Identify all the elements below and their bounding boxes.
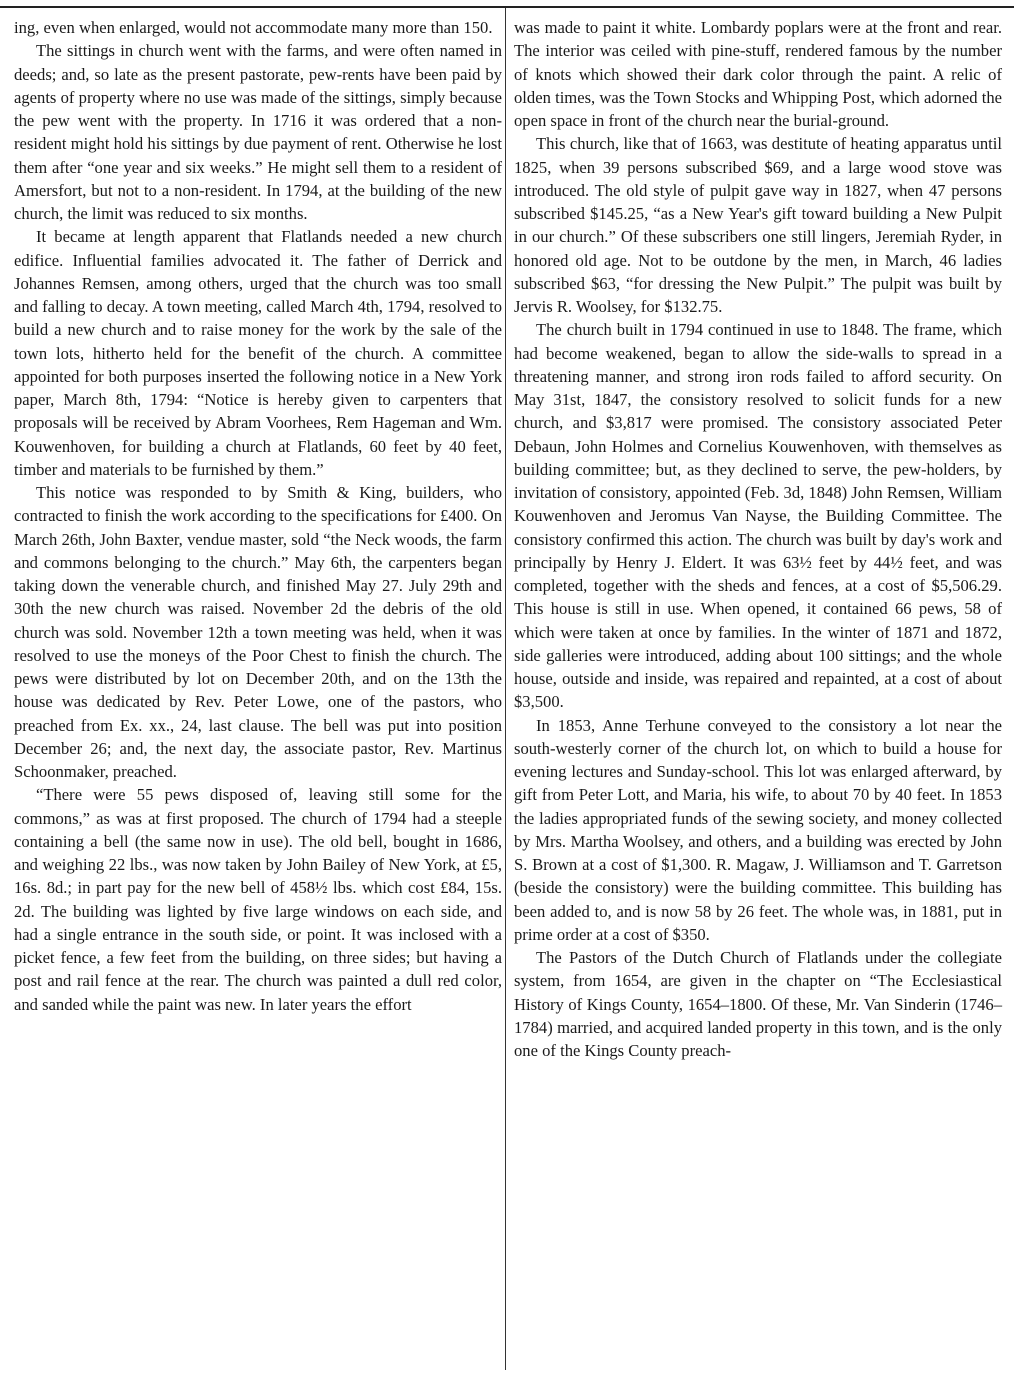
- paragraph: ing, even when enlarged, would not accommodate many more than 150.: [14, 18, 493, 37]
- column-divider: [505, 8, 506, 1370]
- right-column: [514, 16, 1002, 1062]
- paragraph: The sittings in church went with the farms, and were often named in deeds; and, so late as the present pastorate, pew-rents have been paid by agents of property where no use was made of the sittings, simply because the pew went with the property. In 1716 it was ordered that a non-resident might hold his sittings by due payment of rent. Otherwise he lost them after “one year and six weeks.” He might sell them to a resident of Amersfort, but not to a non-resident. In 1794, at the building of the new church, the limit was reduced to six months.: [14, 41, 502, 223]
- paragraph: It became at length apparent that Flatlands needed a new church edifice. Influential families advocated it. The father of Derrick and Johannes Remsen, among others, urged that the church was too small and falling to decay. A town meeting, called March 4th, 1794, resolved to build a new church and to raise money for the work by the sale of the town lots, hitherto held for the benefit of the church. A committee appointed for both purposes inserted the following notice in a New York paper, March 8th, 1794: “Notice is hereby given to carpenters that proposals will be received by Abram Voorhees, Rem Hageman and Wm. Kouwenhoven, for building a church at Flatlands, 60 feet by 40 feet, timber and materials to be furnished by them.”: [14, 227, 502, 479]
- top-rule: [0, 6, 1014, 8]
- paragraph: This notice was responded to by Smith & King, builders, who contracted to finish the work according to the specifications for £400. On March 26th, John Baxter, vendue master, sold “the Neck woods, the farm and commons belonging to the church.” May 6th, the carpenters began taking down the venerable church, and finished May 27. July 29th and 30th the new church was raised. November 2d the debris of the old church was sold. November 12th a town meeting was held, when it was resolved to use the moneys of the Poor Chest to finish the church. The pews were distributed by lot on December 20th, and on the 13th the house was dedicated by Rev. Peter Lowe, one of the pastors, who preached from Ex. xx., 24, last clause. The bell was put into position December 26; and, the next day, the associate pastor, Rev. Martinus Schoonmaker, preached.: [14, 483, 502, 781]
- left-column: [14, 16, 502, 1016]
- paragraph: In 1853, Anne Terhune conveyed to the consistory a lot near the south-westerly corner of the church lot, on which to build a house for evening lectures and Sunday-school. This lot was enlarged afterward, by gift from Peter Lott, and Maria, his wife, to about 70 by 40 feet. In 1853 the ladies appropriated funds of the sewing society, and money collected by Mrs. Martha Woolsey, and others, and a building was erected by John S. Brown at a cost of $1,300. R. Magaw, J. Williamson and T. Garretson (beside the consistory) were the building committee. This building has been added to, and is now 58 by 26 feet. The whole was, in 1881, put in prime order at a cost of $350.: [514, 715, 1002, 944]
- paragraph: “There were 55 pews disposed of, leaving still some for the commons,” as was at first proposed. The church of 1794 had a steeple containing a bell (the same now in use). The old bell, bought in 1686, and weighing 22 lbs., was now taken by John Bailey of New York, at £5, 16s. 8d.; in part pay for the new bell of 458½ lbs. which cost £84, 15s. 2d. The building was lighted by five large windows on each side, and had a single entrance in the south side, or point. It was inclosed with a picket fence, a few feet from the building, on three sides; but having a post and rail fence at the rear. The church was painted a dull red color, and sanded while the paint was new. In later years the effort: [14, 785, 502, 1014]
- paragraph: The Pastors of the Dutch Church of Flatlands under the collegiate system, from 1654, are given in the chapter on “The Ecclesiastical History of Kings County, 1654–1800. Of these, Mr. Van Sinderin (1746–1784) married, and acquired landed property in this town, and is the only one of the Kings County preach-: [514, 948, 1002, 1060]
- paragraph: The church built in 1794 continued in use to 1848. The frame, which had become weakened, began to allow the side-walls to spread in a threatening manner, and strong iron rods failed to afford security. On May 31st, 1847, the consistory resolved to solicit funds for a new church, and $3,817 were promised. The consistory associated Peter Debaun, John Holmes and Cornelius Kouwenhoven, with themselves as building committee; but, as they declined to serve, the pew-holders, by invitation of consistory, appointed (Feb. 3d, 1848) John Remsen, William Kouwenhoven and Jeromus Van Nayse, the Building Committee. The consistory confirmed this action. The church was built by day's work and principally by Henry J. Eldert. It was 63½ feet by 44½ feet, and was completed, together with the sheds and fences, at a cost of $5,506.29. This house is still in use. When opened, it contained 66 pews, 58 of which were taken at once by families. In the winter of 1871 and 1872, side galleries were introduced, adding about 100 sittings; and the whole house, outside and inside, was repaired and repainted, at a cost of about $3,500.: [514, 320, 1002, 712]
- paragraph: was made to paint it white. Lombardy poplars were at the front and rear. The interior was ceiled with pine-stuff, rendered famous by the number of knots which showed their dark color through the paint. A relic of olden times, was the Town Stocks and Whipping Post, which adorned the open space in front of the church near the burial-ground.: [514, 18, 1002, 130]
- paragraph: This church, like that of 1663, was destitute of heating apparatus until 1825, when 39 persons subscribed $69, and a large wood stove was introduced. The old style of pulpit gave way in 1827, when 47 persons subscribed $145.25, “as a New Year's gift toward building a New Pulpit in our church.” Of these subscribers one still lingers, Jeremiah Ryder, in honored old age. Not to be outdone by the men, in March, 46 ladies subscribed $63, “for dressing the New Pulpit.” The pulpit was built by Jervis R. Woolsey, for $132.75.: [514, 134, 1002, 316]
